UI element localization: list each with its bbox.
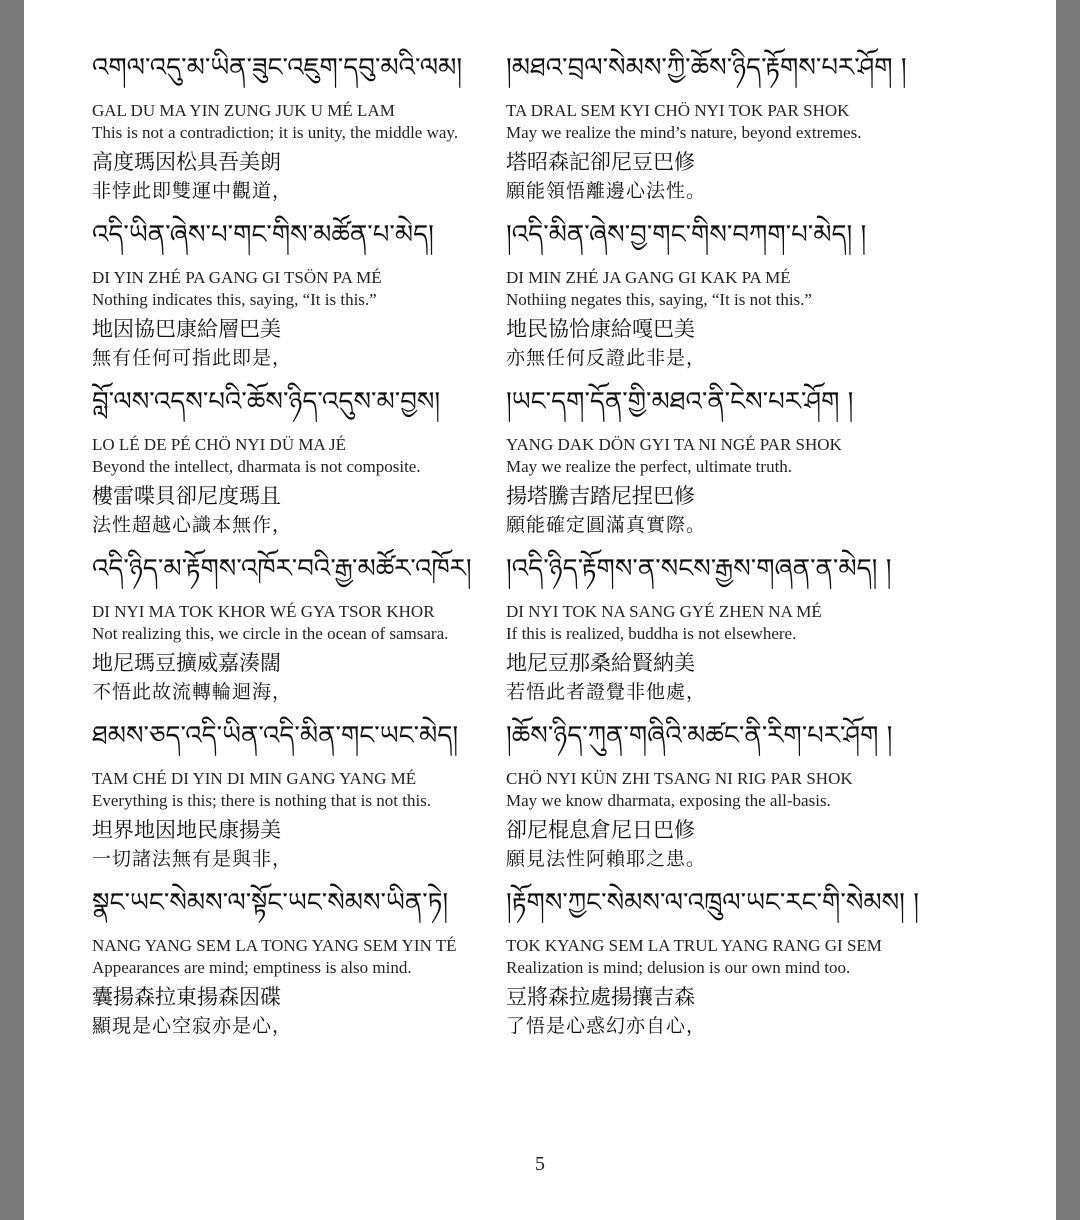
chinese-phonetic-line: 卻尼棍息倉尼日巴修 [506, 818, 695, 842]
english-translation: Appearances are mind; emptiness is also mind. [92, 958, 412, 977]
verse-stanza [506, 549, 926, 716]
tibetan-line: འདི་ཉིད་མ་རྟོགས་འཁོར་བའི་རྒྱ་མཚོར་འཁོར། [92, 554, 472, 584]
chinese-phonetic-line: 地民協恰康給嘎巴美 [506, 317, 695, 341]
chinese-translation-line: 法性超越心識本無作， [92, 514, 293, 536]
verse-stanza [92, 48, 506, 215]
english-translation: May we realize the perfect, ultimate truth. [506, 457, 793, 476]
verse-stanza [506, 883, 926, 1050]
verse-stanza [506, 382, 926, 549]
chinese-phonetic-line: 樓雷喋貝卻尼度瑪且 [92, 484, 281, 508]
english-translation: Nothiing negates this, saying, “It is not this.” [506, 290, 812, 309]
chinese-phonetic-line: 囊揚森拉東揚森因碟 [92, 985, 281, 1009]
transliteration-line: GAL DU MA YIN ZUNG JUK U MÉ LAM [92, 101, 395, 120]
chinese-translation-line: 顯現是心空寂亦是心， [92, 1015, 293, 1037]
chinese-phonetic-line: 高度瑪因松具吾美朗 [92, 150, 281, 174]
english-translation: May we realize the mind’s nature, beyond extremes. [506, 123, 862, 142]
transliteration-line: TAM CHÉ DI YIN DI MIN GANG YANG MÉ [92, 769, 417, 788]
transliteration-line: DI YIN ZHÉ PA GANG GI TSÖN PA MÉ [92, 268, 382, 287]
verse-stanza [92, 215, 506, 382]
chinese-translation-line: 亦無任何反證此非是， [506, 347, 707, 369]
verse-stanza [92, 883, 506, 1050]
chinese-translation-line: 了悟是心惑幻亦自心， [506, 1015, 707, 1037]
english-translation: Realization is mind; delusion is our own mind too. [506, 958, 851, 977]
chinese-phonetic-line: 揚塔騰吉踏尼捏巴修 [506, 484, 695, 508]
verse-stanza [92, 549, 506, 716]
transliteration-line: LO LÉ DE PÉ CHÖ NYI DÜ MA JÉ [92, 435, 347, 454]
transliteration-line: DI NYI TOK NA SANG GYÉ ZHEN NA MÉ [506, 602, 822, 621]
english-translation: If this is realized, buddha is not elsewhere. [506, 624, 797, 643]
chinese-translation-line: 願能確定圓滿真實際。 [506, 514, 707, 536]
tibetan-line: ཐམས་ཅད་འདི་ཡིན་འདི་མིན་གང་ཡང་མེད། [92, 721, 459, 751]
chinese-translation-line: 不悟此故流轉輪迴海， [92, 681, 293, 703]
chinese-phonetic-line: 地尼瑪豆擴威嘉湊闊 [92, 651, 281, 675]
tibetan-line: འདི་ཡིན་ཞེས་པ་གང་གིས་མཚོན་པ་མེད། [92, 220, 434, 250]
tibetan-line: །འདི་ཉིད་རྟོགས་ན་སངས་རྒྱས་གཞན་ན་མེད། ། [506, 554, 892, 584]
tibetan-line: །ཡང་དག་དོན་གྱི་མཐའ་ནི་ངེས་པར་ཤོག ། [506, 387, 854, 417]
transliteration-line: DI MIN ZHÉ JA GANG GI KAK PA MÉ [506, 268, 791, 287]
chinese-phonetic-line: 豆將森拉處揚攘吉森 [506, 985, 695, 1009]
tibetan-line: འགལ་འདུ་མ་ཡིན་ཟུང་འཇུག་དབུ་མའི་ལམ། [92, 53, 463, 83]
page-number: 5 [535, 1153, 545, 1175]
tibetan-line: སྣང་ཡང་སེམས་ལ་སྟོང་ཡང་སེམས་ཡིན་ཏེ། [92, 888, 449, 918]
verse-stanza [506, 716, 926, 883]
english-translation: Beyond the intellect, dharmata is not composite. [92, 457, 421, 476]
chinese-phonetic-line: 地尼豆那桑給賢納美 [506, 651, 695, 675]
transliteration-line: TA DRAL SEM KYI CHÖ NYI TOK PAR SHOK [506, 101, 850, 120]
verse-stanza [92, 382, 506, 549]
tibetan-line: །ཆོས་ཉིད་ཀུན་གཞིའི་མཚང་ནི་རིག་པར་ཤོག ། [506, 721, 893, 751]
english-translation: May we know dharmata, exposing the all-basis. [506, 791, 831, 810]
tibetan-line: བློ་ལས་འདས་པའི་ཆོས་ཉིད་འདུས་མ་བྱས། [92, 387, 441, 417]
chinese-phonetic-line: 地因協巴康給層巴美 [92, 317, 281, 341]
english-translation: This is not a contradiction; it is unity, the middle way. [92, 123, 459, 142]
transliteration-line: YANG DAK DÖN GYI TA NI NGÉ PAR SHOK [506, 435, 842, 454]
verse-grid [92, 48, 1032, 1050]
chinese-phonetic-line: 塔昭森記卻尼豆巴修 [506, 150, 695, 174]
tibetan-line: །འདི་མིན་ཞེས་བྱ་གང་གིས་བཀག་པ་མེད། ། [506, 220, 867, 250]
transliteration-line: DI NYI MA TOK KHOR WÉ GYA TSOR KHOR [92, 602, 435, 621]
chinese-translation-line: 一切諸法無有是與非， [92, 848, 293, 870]
chinese-translation-line: 願能領悟離邊心法性。 [506, 180, 707, 202]
chinese-translation-line: 願見法性阿賴耶之患。 [506, 848, 707, 870]
verse-stanza [506, 48, 926, 215]
transliteration-line: CHÖ NYI KÜN ZHI TSANG NI RIG PAR SHOK [506, 769, 853, 788]
english-translation: Nothing indicates this, saying, “It is this.” [92, 290, 377, 309]
chinese-translation-line: 非悖此即雙運中觀道， [92, 180, 293, 202]
chinese-translation-line: 若悟此者證覺非他處， [506, 681, 707, 703]
transliteration-line: NANG YANG SEM LA TONG YANG SEM YIN TÉ [92, 936, 457, 955]
chinese-translation-line: 無有任何可指此即是， [92, 347, 293, 369]
english-translation: Not realizing this, we circle in the ocean of samsara. [92, 624, 449, 643]
transliteration-line: TOK KYANG SEM LA TRUL YANG RANG GI SEM [506, 936, 882, 955]
verse-stanza [506, 215, 926, 382]
tibetan-line: །མཐའ་བྲལ་སེམས་ཀྱི་ཆོས་ཉིད་རྟོགས་པར་ཤོག ། [506, 53, 907, 83]
english-translation: Everything is this; there is nothing that is not this. [92, 791, 432, 810]
tibetan-line: །རྟོགས་ཀྱང་སེམས་ལ་འཁྲུལ་ཡང་རང་གི་སེམས། ། [506, 888, 919, 918]
verse-stanza [92, 716, 506, 883]
document-page [24, 0, 1056, 1220]
chinese-phonetic-line: 坦界地因地民康揚美 [92, 818, 281, 842]
